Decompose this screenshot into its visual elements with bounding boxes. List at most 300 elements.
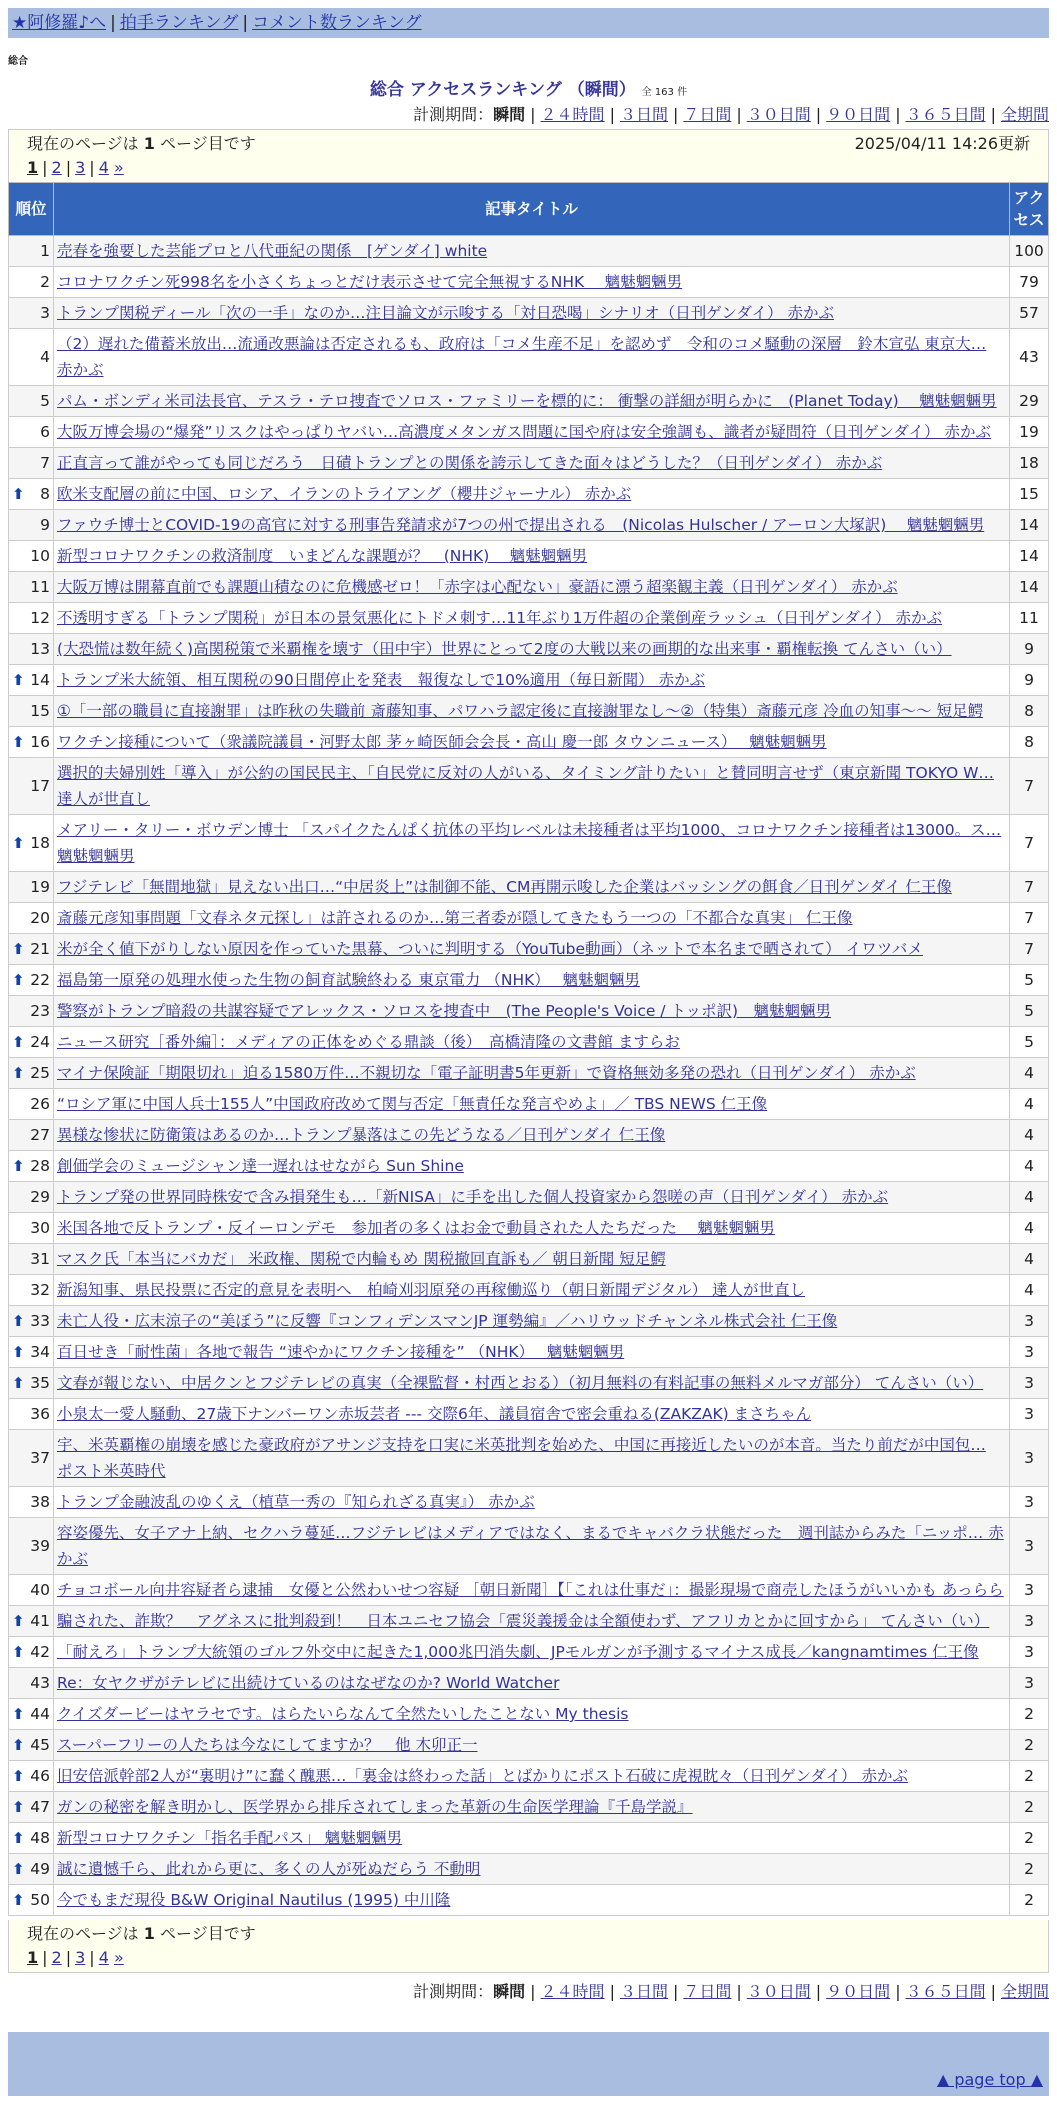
rank-number: 27 (30, 1126, 50, 1144)
article-link[interactable]: マスク氏「本当にバカだ」 米政権、関税で内輪もめ 関税撤回直訴も／ 朝日新聞 短足鰐 (57, 1250, 666, 1268)
rank-cell (9, 1306, 54, 1337)
page-link[interactable]: 2 (51, 1948, 62, 1967)
period-label: 計測期間： (413, 105, 494, 124)
rank-cell (9, 1823, 54, 1854)
separator: | (815, 1982, 822, 2001)
separator: | (65, 158, 72, 177)
access-count: 2 (1010, 1823, 1049, 1854)
title-cell (54, 1213, 1010, 1244)
period-link[interactable]: ３日間 (619, 1982, 668, 2001)
title-cell (54, 1668, 1010, 1699)
rank-cell (9, 417, 54, 448)
access-count: 3 (1010, 1368, 1049, 1399)
rank-number: 23 (30, 1002, 50, 1020)
period-link[interactable]: ３日間 (619, 105, 668, 124)
rank-cell (9, 1792, 54, 1823)
period-link[interactable]: ７日間 (683, 105, 732, 124)
rank-number: 32 (30, 1281, 50, 1299)
rank-number: 35 (30, 1374, 50, 1392)
article-link[interactable]: 売春を強要した芸能プロと八代亜紀の関係 [ゲンダイ] white (57, 242, 488, 260)
article-link[interactable]: 正直言って誰がやっても同じだろう 日磧トランプとの関係を誇示してきた面々はどうした？（日刊ゲンダイ） 赤かぶ (57, 454, 883, 472)
table-row (9, 603, 1049, 634)
article-link[interactable]: コロナワクチン死998名を小さくちょっとだけ表示させて完全無視するNHK 魑魅魍魎男 (57, 273, 683, 291)
rank-number: 50 (30, 1891, 50, 1909)
article-link[interactable]: パム・ボンディ米司法長官、テスラ・テロ捜査でソロス・ファミリーを標的に： 衝撃の詳細が明らかに (Planet Today) 魑魅魍魎男 (57, 392, 997, 410)
table-row (9, 1575, 1049, 1606)
rank-number: 6 (40, 423, 50, 441)
next-page-link[interactable]: » (113, 1948, 124, 1967)
table-row (9, 298, 1049, 329)
title-cell (54, 1151, 1010, 1182)
rank-up-icon: ⬆ (12, 1860, 25, 1878)
table-row (9, 1151, 1049, 1182)
table-row (9, 634, 1049, 665)
article-link[interactable]: 米が全く値下がりしない原因を作っていた黒幕、ついに判明する（YouTube動画）（ネットで本名まで晒されて） イワツバメ (57, 940, 923, 958)
access-count: 14 (1010, 510, 1049, 541)
article-link[interactable]: 文春が報じない、中居クンとフジテレビの真実（全裸監督・村西とおる）（初月無料の有料記事の無料メルマガ部分） てんさい（い） (57, 1374, 984, 1392)
rank-cell (9, 603, 54, 634)
access-count: 2 (1010, 1699, 1049, 1730)
article-link[interactable]: ニュース研究［番外編］：メディアの正体をめぐる鼎談（後） 高橋清隆の文書館 ますらお (57, 1033, 680, 1051)
period-link[interactable]: ３６５日間 (905, 105, 986, 124)
access-count: 2 (1010, 1730, 1049, 1761)
title-cell (54, 1637, 1010, 1668)
article-link[interactable]: メアリー・タリー・ボウデン博士 「スパイクたんぱく抗体の平均レベルは未接種者は平均1000、コロナワクチン接種者は13000。ス… 魑魅魍魎男 (57, 821, 1002, 865)
rank-number: 30 (30, 1219, 50, 1237)
title-cell (54, 1606, 1010, 1637)
rank-number: 26 (30, 1095, 50, 1113)
separator: | (990, 1982, 996, 2001)
rank-number: 12 (30, 609, 50, 627)
rank-cell (9, 934, 54, 965)
table-row (9, 1606, 1049, 1637)
period-link[interactable]: ２４時間 (540, 1982, 605, 2001)
rank-cell (9, 1487, 54, 1518)
title-cell (54, 541, 1010, 572)
top-nav-bar: ★阿修羅♪へ | 拍手ランキング | コメント数ランキング (8, 8, 1049, 38)
title-cell (54, 479, 1010, 510)
article-link[interactable]: 旧安倍派幹部2人が“裏明け”に蠢く醜悪…「裏金は終わった話」とばかりにポスト石破に虎視眈々（日刊ゲンダイ） 赤かぶ (57, 1767, 908, 1785)
rank-cell (9, 236, 54, 267)
rank-cell (9, 815, 54, 872)
rank-up-icon: ⬆ (12, 834, 25, 852)
rank-up-icon: ⬆ (12, 1612, 25, 1630)
period-link[interactable]: ３０日間 (746, 1982, 811, 2001)
page-current: 1 (27, 158, 39, 177)
access-count: 5 (1010, 1027, 1049, 1058)
access-count: 4 (1010, 1213, 1049, 1244)
rank-cell (9, 758, 54, 815)
rank-cell (9, 1089, 54, 1120)
title-cell (54, 448, 1010, 479)
table-row (9, 872, 1049, 903)
comment-ranking-link[interactable]: コメント数ランキング (252, 13, 422, 33)
table-row (9, 1430, 1049, 1487)
page-link[interactable]: 4 (98, 1948, 109, 1967)
table-row (9, 1244, 1049, 1275)
access-count: 43 (1010, 329, 1049, 386)
access-count: 4 (1010, 1182, 1049, 1213)
article-link[interactable]: 創価学会のミュージシャン達一遅れはせながら Sun Shine (57, 1157, 464, 1175)
period-selector-bottom (8, 1979, 1049, 2002)
title-cell (54, 417, 1010, 448)
table-row (9, 329, 1049, 386)
access-count: 4 (1010, 1244, 1049, 1275)
clap-ranking-link[interactable]: 拍手ランキング (119, 13, 239, 33)
access-count: 3 (1010, 1606, 1049, 1637)
access-count: 3 (1010, 1518, 1049, 1575)
table-row (9, 1792, 1049, 1823)
rank-cell (9, 1606, 54, 1637)
rank-up-icon: ⬆ (12, 1767, 25, 1785)
table-row (9, 541, 1049, 572)
access-count: 3 (1010, 1575, 1049, 1606)
access-count: 7 (1010, 758, 1049, 815)
access-count: 2 (1010, 1792, 1049, 1823)
title-cell (54, 1885, 1010, 1916)
article-link[interactable]: 警察がトランプ暗殺の共謀容疑でアレックス・ソロスを捜査中 (The People's Voice / トッポ訳) 魑魅魍魎男 (57, 1002, 832, 1020)
total-count: 全 163 件 (641, 87, 688, 98)
article-link[interactable]: 新型コロナワクチン「指名手配パス」 魑魅魍魎男 (57, 1829, 403, 1847)
title-cell (54, 815, 1010, 872)
rank-up-icon: ⬆ (12, 1343, 25, 1361)
article-link[interactable]: 米国各地で反トランプ・反イーロンデモ 参加者の多くはお金で動員された人たちだった 魑魅魍魎男 (57, 1219, 775, 1237)
article-link[interactable]: 未亡人役・広末涼子の“美ぼう”に反響『コンフィデンスマンJP 運勢編』／ハリウッドチャンネル株式会社 仁王像 (57, 1312, 838, 1330)
table-row (9, 386, 1049, 417)
article-link[interactable]: ①「一部の職員に直接謝罪」は昨秋の失職前 斎藤知事、パワハラ認定後に直接謝罪なし～②（特集）斎藤元彦 冷血の知事～～ 短足鰐 (57, 702, 984, 720)
rank-number: 48 (30, 1829, 50, 1847)
rank-cell (9, 1430, 54, 1487)
rank-number: 39 (30, 1537, 50, 1555)
category-label: 総合 (8, 56, 28, 67)
rank-cell (9, 298, 54, 329)
article-link[interactable]: 選択的夫婦別姓「導入」が公約の国民民主、「自民党に反対の人がいる、タイミング計りたい」と賛同明言せず（東京新聞 TOKYO W… 達人が世直し (57, 764, 994, 808)
access-count: 14 (1010, 541, 1049, 572)
table-row (9, 903, 1049, 934)
article-link[interactable]: 誠に遺憾千ら、此れから更に、多くの人が死ぬだらう 不動明 (57, 1860, 481, 1878)
article-link[interactable]: (大恐慌は数年続く)高関税策で米覇権を壊す（田中宇）世界にとって2度の大戦以来の画期的な出来事・覇権転換 てんさい（い） (57, 640, 952, 658)
title-cell (54, 1575, 1010, 1606)
table-row (9, 1399, 1049, 1430)
period-link[interactable]: ９０日間 (826, 105, 891, 124)
rank-number: 18 (30, 834, 50, 852)
rank-cell (9, 541, 54, 572)
article-link[interactable]: ワクチン接種について（衆議院議員・河野太郎 茅ヶ崎医師会会長・高山 慶一郎 タウンニュース） 魑魅魍魎男 (57, 733, 827, 751)
access-count: 4 (1010, 1058, 1049, 1089)
rank-cell (9, 1854, 54, 1885)
title-cell (54, 298, 1010, 329)
access-count: 79 (1010, 267, 1049, 298)
period-link[interactable]: 全期間 (1000, 1982, 1049, 2001)
rank-cell (9, 1337, 54, 1368)
access-count: 3 (1010, 1637, 1049, 1668)
rank-cell (9, 696, 54, 727)
page-link[interactable]: 4 (98, 158, 109, 177)
rank-number: 34 (30, 1343, 50, 1361)
table-row (9, 934, 1049, 965)
separator: | (65, 1948, 72, 1967)
rank-number: 46 (30, 1767, 50, 1785)
title-cell (54, 1368, 1010, 1399)
ranking-table (8, 182, 1049, 1916)
article-link[interactable]: クイズダービーはヤラセです。はらたいらなんて全然たいしたことない My thesis (57, 1705, 629, 1723)
article-link[interactable]: 不透明すぎる「トランプ関税」が日本の景気悪化にトドメ刺す…11年ぶり1万件超の企業倒産ラッシュ（日刊ゲンダイ） 赤かぶ (57, 609, 943, 627)
title-cell (54, 267, 1010, 298)
title-cell (54, 1399, 1010, 1430)
period-current: 瞬間 (493, 105, 526, 124)
rank-up-icon: ⬆ (12, 1033, 25, 1051)
title-cell (54, 510, 1010, 541)
separator: | (895, 105, 901, 124)
article-link[interactable]: フジテレビ「無間地獄」見えない出口…“中居炎上”は制御不能、CM再開示唆した企業はバッシングの餌食／日刊ゲンダイ 仁王像 (57, 878, 952, 896)
article-link[interactable]: “ロシア軍に中国人兵士155人”中国政府改めて関与否定「無責任な発言やめよ」／ TBS NEWS 仁王像 (57, 1095, 768, 1113)
rank-cell (9, 1213, 54, 1244)
table-row (9, 758, 1049, 815)
article-link[interactable]: （2）遅れた備蓄米放出…流通改悪論は否定されるも、政府は「コメ生産不足」を認めず 令和のコメ騒動の深層 鈴木宣弘 東京大… 赤かぶ (57, 335, 987, 379)
separator: | (672, 1982, 679, 2001)
article-link[interactable]: 新型コロナワクチンの救済制度 いまどんな課題が？ (NHK) 魑魅魍魎男 (57, 547, 588, 565)
page-links (27, 156, 1030, 180)
rank-number: 8 (40, 485, 50, 503)
table-row (9, 1637, 1049, 1668)
access-count: 7 (1010, 815, 1049, 872)
article-link[interactable]: 容姿優先、女子アナ上納、セクハラ蔓延…フジテレビはメディアではなく、まるでキャバクラ状態だった 週刊誌からみた「ニッポ… 赤かぶ (57, 1524, 1004, 1568)
access-count: 15 (1010, 479, 1049, 510)
separator: | (609, 1982, 615, 2001)
rank-number: 42 (30, 1643, 50, 1661)
article-link[interactable]: 大阪万博会場の“爆発”リスクはやっぱりヤバい…高濃度メタンガス問題に国や府は安全強調も、識者が疑問符（日刊ゲンダイ） 赤かぶ (57, 423, 991, 441)
article-link[interactable]: チョコボール向井容疑者ら逮捕 女優と公然わいせつ容疑 ［朝日新聞］【「これは仕事だ」：撮影現場で商売したほうがいいかも あっらら (57, 1581, 1004, 1599)
table-row (9, 696, 1049, 727)
page-info: 現在のページは 1 ページ目です (27, 134, 256, 153)
rank-cell (9, 665, 54, 696)
rank-number: 13 (30, 640, 50, 658)
rank-number: 1 (40, 242, 50, 260)
table-row (9, 727, 1049, 758)
rank-number: 3 (40, 304, 50, 322)
page-link[interactable]: 3 (75, 158, 86, 177)
article-link[interactable]: 百日せき「耐性菌」各地で報告 “速やかにワクチン接種を” （NHK） 魑魅魍魎男 (57, 1343, 625, 1361)
access-count: 3 (1010, 1306, 1049, 1337)
title-cell (54, 236, 1010, 267)
rank-number: 9 (40, 516, 50, 534)
page-title-block (0, 75, 1057, 100)
article-link[interactable]: マイナ保険証「期限切れ」迫る1580万件…不親切な「電子証明書5年更新」で資格無効多発の恐れ（日刊ゲンダイ） 赤かぶ (57, 1064, 916, 1082)
title-cell (54, 1244, 1010, 1275)
access-count: 8 (1010, 696, 1049, 727)
title-cell (54, 1823, 1010, 1854)
rank-cell (9, 965, 54, 996)
table-row (9, 1854, 1049, 1885)
rank-up-icon: ⬆ (12, 940, 25, 958)
period-link[interactable]: ７日間 (683, 1982, 732, 2001)
access-count: 2 (1010, 1761, 1049, 1792)
article-link[interactable]: 異様な惨状に防衛策はあるのか…トランプ暴落はこの先どうなる／日刊ゲンダイ 仁王像 (57, 1126, 666, 1144)
access-count: 3 (1010, 1668, 1049, 1699)
rank-up-icon: ⬆ (12, 1705, 25, 1723)
access-count: 3 (1010, 1430, 1049, 1487)
rank-cell (9, 1761, 54, 1792)
rank-number: 21 (30, 940, 50, 958)
article-link[interactable]: 福島第一原発の処理水使った生物の飼育試験終わる 東京電力 （NHK） 魑魅魍魎男 (57, 971, 640, 989)
rank-number: 33 (30, 1312, 50, 1330)
rank-number: 36 (30, 1405, 50, 1423)
article-link[interactable]: 斎藤元彦知事問題「文春ネタ元探し」は許されるのか…第三者委が隠してきたもう一つの「不都合な真実」 仁王像 (57, 909, 853, 927)
article-link[interactable]: 小泉太一愛人騒動、27歳下ナンバーワン赤坂芸者 --- 交際6年、議員宿舎で密会重ねる(ZAKZAK) まさちゃん (57, 1405, 812, 1423)
rank-number: 40 (30, 1581, 50, 1599)
home-link[interactable]: ★阿修羅♪へ (12, 13, 107, 33)
title-cell (54, 903, 1010, 934)
table-row (9, 1275, 1049, 1306)
article-link[interactable]: 大阪万博は開幕直前でも課題山積なのに危機感ゼロ！「赤字は心配ない」豪語に漂う超楽観主義（日刊ゲンダイ） 赤かぶ (57, 578, 898, 596)
table-row (9, 1120, 1049, 1151)
period-link[interactable]: 全期間 (1000, 105, 1049, 124)
page-title: 総合 アクセスランキング （瞬間） (369, 80, 636, 100)
rank-number: 47 (30, 1798, 50, 1816)
rank-cell (9, 1275, 54, 1306)
footer-bar (8, 2032, 1049, 2064)
table-row (9, 815, 1049, 872)
article-link[interactable]: 今でもまだ現役 B&W Original Nautilus (1995) 中川隆 (57, 1891, 451, 1909)
access-count: 4 (1010, 1120, 1049, 1151)
access-count: 2 (1010, 1854, 1049, 1885)
rank-cell (9, 1637, 54, 1668)
article-link[interactable]: トランプ米大統領、相互関税の90日間停止を発表 報復なしで10%適用（毎日新聞） 赤かぶ (57, 671, 706, 689)
rank-cell (9, 448, 54, 479)
access-count: 4 (1010, 1275, 1049, 1306)
rank-up-icon: ⬆ (12, 1157, 25, 1175)
rank-number: 16 (30, 733, 50, 751)
table-row (9, 1306, 1049, 1337)
title-cell (54, 965, 1010, 996)
access-count: 7 (1010, 934, 1049, 965)
table-row (9, 1668, 1049, 1699)
separator: | (42, 158, 48, 177)
title-cell (54, 1699, 1010, 1730)
period-link[interactable]: ９０日間 (826, 1982, 891, 2001)
separator: | (736, 1982, 742, 2001)
rank-cell (9, 479, 54, 510)
rank-number: 43 (30, 1674, 50, 1692)
period-link[interactable]: ３０日間 (746, 105, 811, 124)
article-link[interactable]: 欧米支配層の前に中国、ロシア、イランのトライアング（櫻井ジャーナル） 赤かぶ (57, 485, 632, 503)
rank-cell (9, 386, 54, 417)
pager-bottom (8, 1920, 1049, 1973)
rank-cell (9, 1575, 54, 1606)
rank-cell (9, 996, 54, 1027)
article-link[interactable]: 宇、米英覇権の崩壊を感じた豪政府がアサンジ支持を口実に米英批判を始めた、中国に再接近したいのが本音。当たり前だが中国包… ポスト米英時代 (57, 1436, 986, 1480)
table-row (9, 1487, 1049, 1518)
rank-number: 5 (40, 392, 50, 410)
rank-cell (9, 1182, 54, 1213)
article-link[interactable]: スーパーフリーの人たちは今なにしてますか？ 他 木卯正一 (57, 1736, 478, 1754)
rank-cell (9, 1368, 54, 1399)
page-link[interactable]: 2 (51, 158, 62, 177)
table-row (9, 1730, 1049, 1761)
access-count: 2 (1010, 1885, 1049, 1916)
rank-up-icon: ⬆ (12, 1643, 25, 1661)
rank-number: 15 (30, 702, 50, 720)
article-link[interactable]: 「耐えろ」トランプ大統領のゴルフ外交中に起きた1,000兆円消失劇、JPモルガンが予測するマイナス成長／kangnamtimes 仁王像 (57, 1643, 979, 1661)
rank-number: 37 (30, 1449, 50, 1467)
table-row (9, 1518, 1049, 1575)
rank-number: 10 (30, 547, 50, 565)
table-row (9, 996, 1049, 1027)
article-link[interactable]: 騙された、詐欺？ アグネスに批判殺到！ 日本ユニセフ協会「震災義援金は全額使わず、アフリカとかに回すから」 てんさい（い） (57, 1612, 990, 1630)
title-cell (54, 872, 1010, 903)
title-cell (54, 665, 1010, 696)
period-selector-top (8, 102, 1049, 125)
access-count: 18 (1010, 448, 1049, 479)
rank-number: 49 (30, 1860, 50, 1878)
page-current: 1 (27, 1948, 39, 1967)
article-link[interactable]: トランプ発の世界同時株安で含み損発生も…「新NISA」に手を出した個人投資家から怨嗟の声（日刊ゲンダイ） 赤かぶ (57, 1188, 889, 1206)
access-count: 100 (1010, 236, 1049, 267)
article-link[interactable]: トランプ関税ディール「次の一手」なのか…注目論文が示唆する「対日恐喝」シナリオ（日刊ゲンダイ） 赤かぶ (57, 304, 834, 322)
rank-cell (9, 1885, 54, 1916)
rank-cell (9, 903, 54, 934)
table-row (9, 1182, 1049, 1213)
page-top-link[interactable]: ▲ page top ▲ (936, 2070, 1043, 2089)
table-row (9, 1058, 1049, 1089)
article-link[interactable]: ファウチ博士とCOVID-19の高官に対する刑事告発請求が7つの州で提出される (Nicolas Hulscher / アーロン大塚訳) 魑魅魍魎男 (57, 516, 985, 534)
title-cell (54, 634, 1010, 665)
article-link[interactable]: 新潟知事、県民投票に否定的意見を表明へ 柏崎刈羽原発の再稼働巡り（朝日新聞デジタル） 達人が世直し (57, 1281, 806, 1299)
period-link[interactable]: ２４時間 (540, 105, 605, 124)
article-link[interactable]: トランプ金融波乱のゆくえ（植草一秀の『知られざる真実』） 赤かぶ (57, 1493, 535, 1511)
rank-cell (9, 634, 54, 665)
separator: | (895, 1982, 901, 2001)
table-row (9, 1823, 1049, 1854)
rank-cell (9, 329, 54, 386)
rank-number: 11 (30, 578, 50, 596)
title-cell (54, 1058, 1010, 1089)
title-cell (54, 1306, 1010, 1337)
rank-up-icon: ⬆ (12, 1736, 25, 1754)
title-cell (54, 1730, 1010, 1761)
access-count: 9 (1010, 634, 1049, 665)
access-count: 29 (1010, 386, 1049, 417)
table-row (9, 1699, 1049, 1730)
access-count: 5 (1010, 965, 1049, 996)
title-cell (54, 1089, 1010, 1120)
rank-number: 22 (30, 971, 50, 989)
title-cell (54, 572, 1010, 603)
article-link[interactable]: Re：女ヤクザがテレビに出続けているのはなぜなのか? World Watcher (57, 1674, 560, 1692)
table-row (9, 267, 1049, 298)
rank-up-icon: ⬆ (12, 1064, 25, 1082)
pager-top (8, 129, 1049, 182)
rank-number: 2 (40, 273, 50, 291)
rank-cell (9, 1730, 54, 1761)
rank-number: 19 (30, 878, 50, 896)
article-link[interactable]: ガンの秘密を解き明かし、医学界から排斥されてしまった革新の生命医学理論『千島学説』 (57, 1798, 693, 1816)
next-page-link[interactable]: » (113, 158, 124, 177)
access-count: 4 (1010, 1151, 1049, 1182)
rank-cell (9, 1027, 54, 1058)
table-row (9, 479, 1049, 510)
table-row (9, 448, 1049, 479)
rank-up-icon: ⬆ (12, 1798, 25, 1816)
access-count: 7 (1010, 903, 1049, 934)
page-link[interactable]: 3 (75, 1948, 86, 1967)
table-row (9, 572, 1049, 603)
rank-cell (9, 1699, 54, 1730)
separator: | (530, 105, 536, 124)
period-link[interactable]: ３６５日間 (905, 1982, 986, 2001)
title-cell (54, 758, 1010, 815)
col-title-header: 記事タイトル (54, 183, 1010, 236)
